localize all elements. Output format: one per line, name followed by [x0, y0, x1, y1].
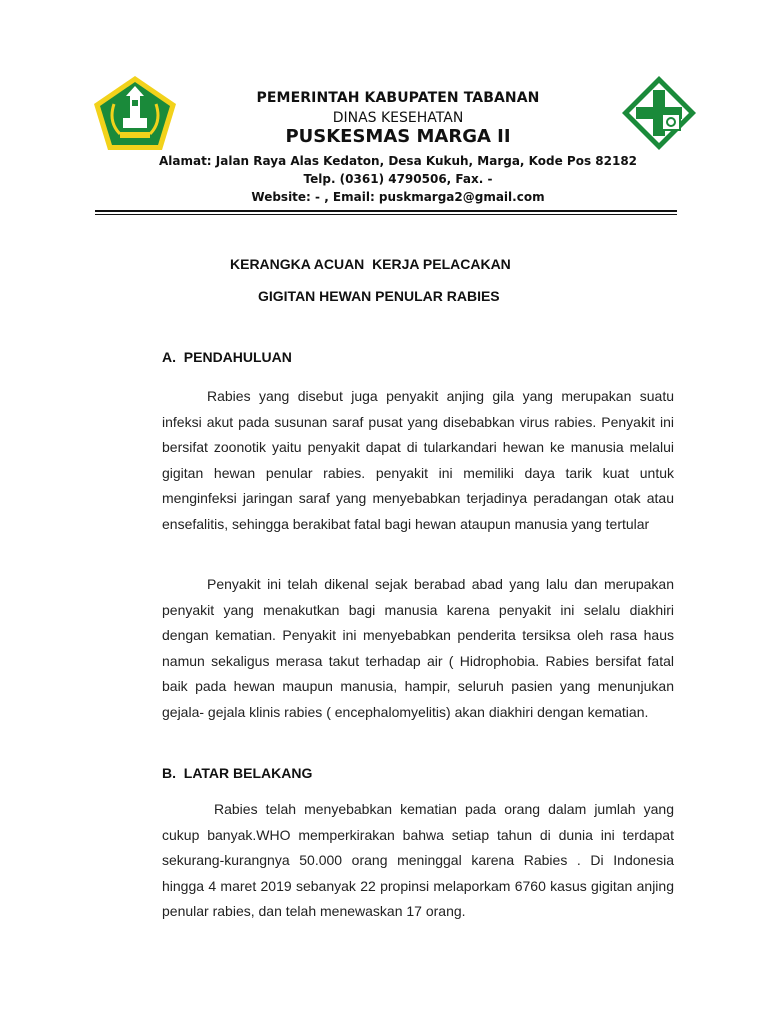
letterhead-divider-thin	[95, 214, 677, 215]
section-heading-a: A. PENDAHULUAN	[162, 349, 292, 365]
letterhead-divider	[95, 210, 677, 212]
document-title-line2: GIGITAN HEWAN PENULAR RABIES	[258, 288, 500, 304]
header-website: Website: - , Email: puskmarga2@gmail.com	[251, 190, 545, 204]
header-department: DINAS KESEHATAN	[332, 110, 464, 126]
header-address: Alamat: Jalan Raya Alas Kedaton, Desa Kukuh, Marga, Kode Pos 82182	[158, 154, 638, 168]
section-heading-b: B. LATAR BELAKANG	[162, 765, 313, 781]
paragraph-3: Rabies telah menyebabkan kematian pada orang dalam jumlah yang cukup banyak.WHO memperkirakan bahwa setiap tahun di dunia ini terdapat sekurang-kurangnya 50.000 orang meninggal karena Rabies . Di Indonesia hingga 4 maret 2019 sebanyak 22 propinsi melaporkam 6760 kasus gigitan anjing penular rabies, dan telah menewaskan 17 orang.	[162, 801, 674, 920]
header-phone: Telp. (0361) 4790506, Fax. -	[303, 172, 493, 186]
document-title-line1: KERANGKA ACUAN KERJA PELACAKAN	[230, 256, 511, 272]
header-institution: PUSKESMAS MARGA II	[285, 126, 511, 147]
paragraph-2: Penyakit ini telah dikenal sejak berabad abad yang lalu dan merupakan penyakit yang menakutkan bagi manusia karena penyakit ini selalu diakhiri dengan kematian. Penyakit ini menyebabkan penderita tersiksa oleh rasa haus namun sekaligus merasa takut terhadap air ( Hidrophobia. Rabies bersifat fatal baik pada hewan maupun manusia, hampir, seluruh pasien yang menunjukan gejala- gejala klinis rabies ( encephalomyelitis) akan diakhiri dengan kematian.	[162, 576, 674, 720]
paragraph-1: Rabies yang disebut juga penyakit anjing gila yang merupakan suatu infeksi akut pada susunan saraf pusat yang disebabkan virus rabies. Penyakit ini bersifat zoonotik yaitu penyakit dapat di tularkandari hewan ke manusia melalui gigitan hewan penular rabies. penyakit ini memiliki daya tarik kuat untuk menginfeksi jaringan saraf yang menyebabkan terjadinya peradangan otak atau ensefalitis, sehingga berakibat fatal bagi hewan ataupun manusia yang tertular	[162, 388, 674, 532]
header-government: PEMERINTAH KABUPATEN TABANAN	[256, 90, 540, 106]
